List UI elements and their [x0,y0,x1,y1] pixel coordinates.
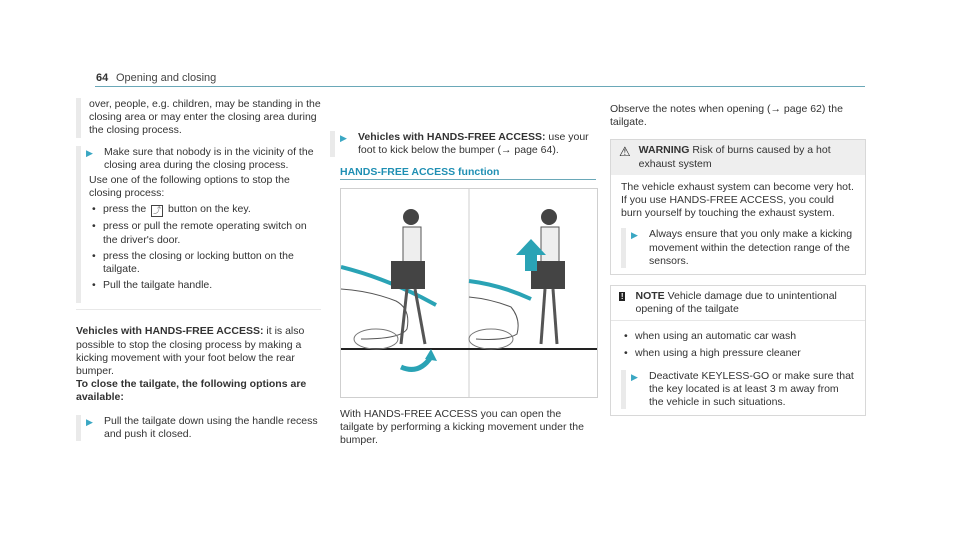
notice-exclamation-icon: ! [620,292,624,302]
page-number: 64 [96,72,109,84]
warning-step: ▶ Always ensure that you only make a kicking movement within the detection range of the sensors. [631,228,853,267]
section-heading: HANDS-FREE ACCESS function [340,166,500,178]
figure-caption: With HANDS-FREE ACCESS you can open the tailgate by performing a kicking movement under the bumper. [340,408,584,447]
section-rule [340,179,596,180]
note-step: ▶ Deactivate KEYLESS-GO or make sure that the key located is at least 3 m away from the vehicle in such situations. [631,369,854,409]
note-bullet: • when using a high pressure cleaner [621,347,855,360]
warning-box [610,139,866,275]
step-arrow-icon: ▶ [631,371,638,382]
step-arrow-icon: ▶ [86,416,93,427]
step-arrow-icon: ▶ [340,133,347,143]
warning-header: ⚠ WARNING Risk of burns caused by a hot exhaust system [611,140,865,174]
hands-free-illustration [340,188,598,398]
step-arrow-icon: ▶ [631,230,638,241]
observe-notes: Observe the notes when opening (→ page 62) the tailgate. [610,103,843,129]
option-item: • press or pull the remote operating switch on the driver's door. [89,220,321,246]
column-right [610,103,866,416]
option-item: • press the closing or locking button on the tailgate. [89,250,321,276]
step-arrow-icon: ▶ [86,147,93,158]
option-item: • Pull the tailgate handle. [89,279,321,292]
header-rule [95,86,865,87]
tailgate-icon: ⤴ [153,206,162,216]
step-pull-tailgate: ▶ Pull the tailgate down using the handle recess and push it closed. [86,414,318,440]
hands-free-note: Vehicles with HANDS-FREE ACCESS: it is also possible to stop the closing process by making a kicking movement with your foot below the rear bumper. [76,325,305,378]
intro-text: over, people, e.g. children, may be standing in the closing area or may enter the closing area during the closing process. [76,98,321,138]
note-box [610,285,866,416]
step-kick: ▶ Vehicles with HANDS-FREE ACCESS: use your foot to kick below the bumper (→ page 64). [340,131,589,157]
options-intro: Use one of the following options to stop the closing process: [89,174,290,200]
column-middle [330,131,595,157]
column-left [76,98,321,441]
step-make-sure: ▶ Make sure that nobody is in the vicinity of the closing area during the closing process. [86,145,314,171]
note-header: ! NOTE Vehicle damage due to unintentional opening of the tailgate [611,286,865,321]
page-section-title: Opening and closing [116,72,217,84]
warning-triangle-icon: ⚠ [619,144,631,160]
warning-body: The vehicle exhaust system can become very hot. If you use HANDS-FREE ACCESS, you could burn yourself by touching the exhaust system. [621,180,854,220]
option-item: • press the ⤴ button on the key. [89,203,321,217]
close-heading: To close the tailgate, the following options are available: [76,378,307,404]
note-bullet: • when using an automatic car wash [621,330,855,343]
